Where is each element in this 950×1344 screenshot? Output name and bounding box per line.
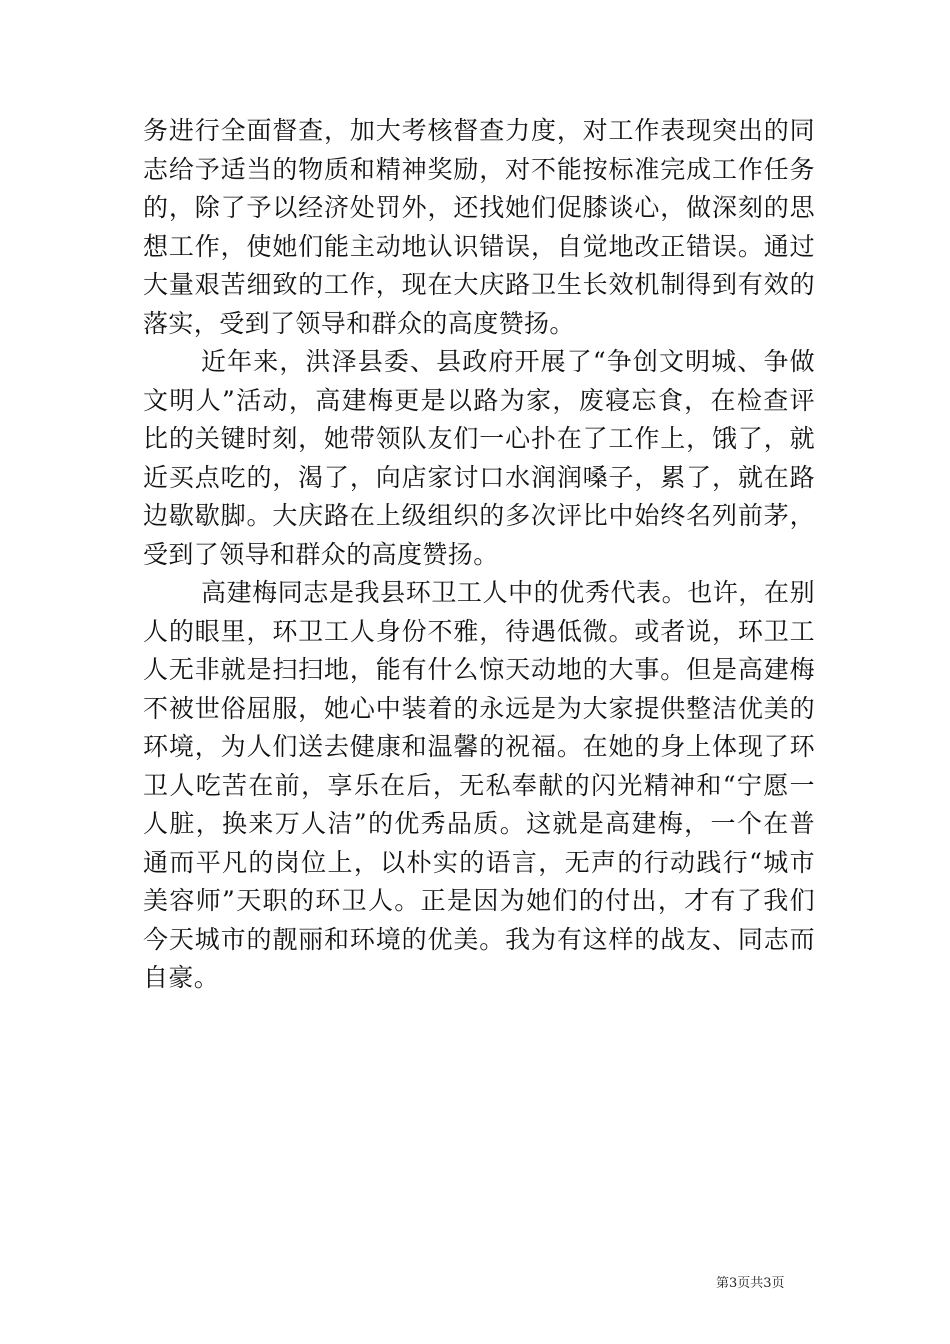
page-number-footer: 第3页共3页 [716, 1276, 785, 1291]
paragraph-3: 高建梅同志是我县环卫工人中的优秀代表。也许，在别人的眼里，环卫工人身份不雅，待遇低微。或者说，环卫工人无非就是扫扫地，能有什么惊天动地的大事。但是高建梅不被世俗屈服，她心中装着的永远是为大家提供整洁优美的环境，为人们送去健康和温馨的祝福。在她的身上体现了环卫人吃苦在前，享乐在后，无私奉献的闪光精神和“宁愿一人脏，换来万人洁”的优秀品质。这就是高建梅，一个在普通而平凡的岗位上，以朴实的语言，无声的行动践行“城市美容师”天职的环卫人。正是因为她们的付出，才有了我们今天城市的靓丽和环境的优美。我为有这样的战友、同志而自豪。 [143, 578, 815, 992]
paragraph-1: 务进行全面督查，加大考核督查力度，对工作表现突出的同志给予适当的物质和精神奖励，对不能按标准完成工作任务的，除了予以经济处罚外，还找她们促膝谈心，做深刻的思想工作，使她们能主动地认识错误，自觉地改正错误。通过大量艰苦细致的工作，现在大庆路卫生长效机制得到有效的落实，受到了领导和群众的高度赞扬。 [143, 116, 815, 338]
paragraph-2: 近年来，洪泽县委、县政府开展了“争创文明城、争做文明人”活动，高建梅更是以路为家，废寝忘食，在检查评比的关键时刻，她带领队友们一心扑在了工作上，饿了，就近买点吃的，渴了，向店家讨口水润润嗓子，累了，就在路边歇歇脚。大庆路在上级组织的多次评比中始终名列前茅，受到了领导和群众的高度赞扬。 [143, 347, 815, 569]
document-body [143, 112, 815, 998]
